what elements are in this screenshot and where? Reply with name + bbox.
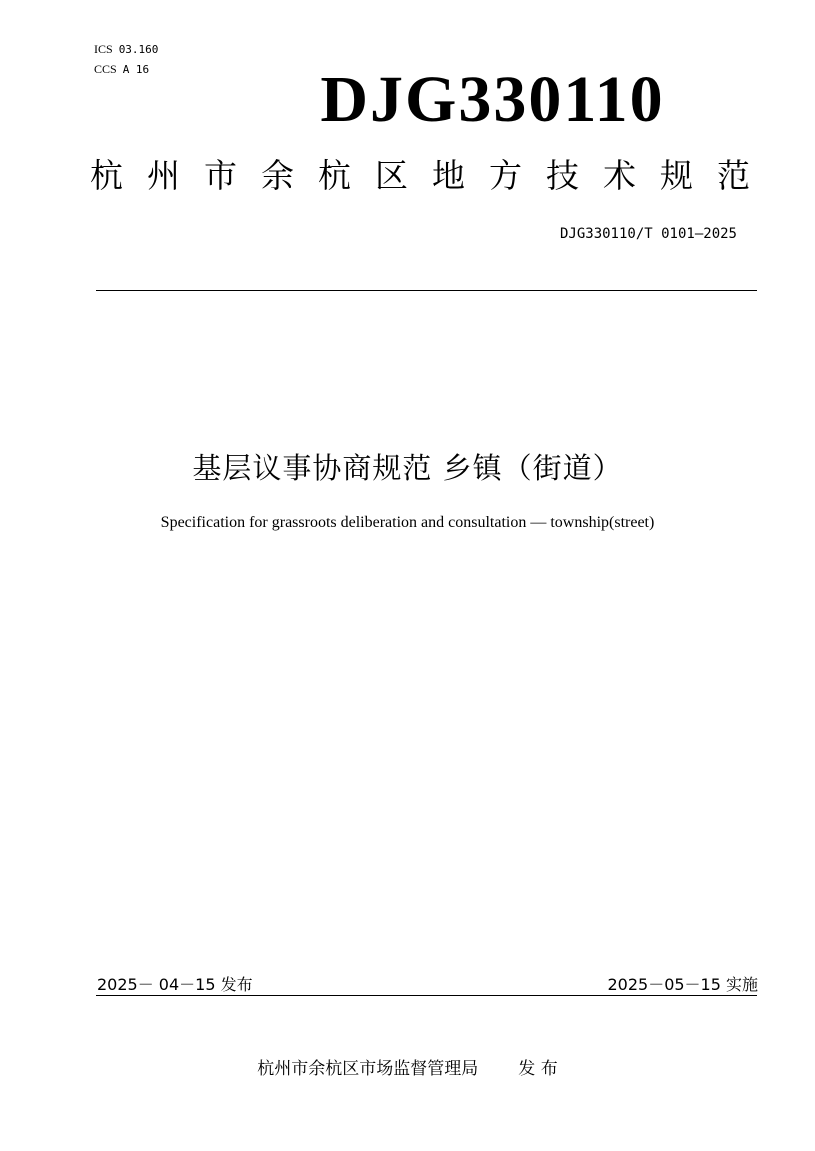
ics-line <box>94 42 158 57</box>
document-title-cn: 基层议事协商规范 乡镇（街道） <box>192 451 623 485</box>
category-char: 杭 <box>90 156 123 195</box>
standard-number: DJG330110/T 0101—2025 <box>559 226 737 242</box>
standard-logo: DJG330110 <box>320 63 665 136</box>
issuer-name: 杭州市余杭区市场监督管理局 <box>257 1059 479 1079</box>
category-char: 术 <box>603 156 636 195</box>
ics-label: ICS <box>94 42 113 56</box>
header-divider <box>96 290 757 291</box>
ics-code: 03.160 <box>118 43 159 56</box>
date-divider <box>96 995 757 996</box>
category-char: 方 <box>489 156 522 195</box>
category-char: 余 <box>261 156 294 195</box>
effective-date: 2025－05－15 实施 <box>607 975 758 994</box>
issuer-action: 发 布 <box>518 1059 558 1079</box>
document-title-en: Specification for grassroots deliberation and consultation — township(street) <box>160 514 655 531</box>
standard-category <box>90 156 750 196</box>
ccs-label: CCS <box>94 62 117 76</box>
category-char: 规 <box>660 156 693 195</box>
category-char: 范 <box>717 156 750 195</box>
category-char: 地 <box>432 156 465 195</box>
issuer-line <box>0 1054 815 1079</box>
category-char: 杭 <box>318 156 351 195</box>
category-char: 州 <box>147 156 180 195</box>
ccs-code: A 16 <box>122 63 150 76</box>
category-char: 区 <box>375 156 408 195</box>
publish-date: 2025－ 04－15 发布 <box>97 975 253 994</box>
category-char: 技 <box>546 156 579 195</box>
category-char: 市 <box>204 156 237 195</box>
